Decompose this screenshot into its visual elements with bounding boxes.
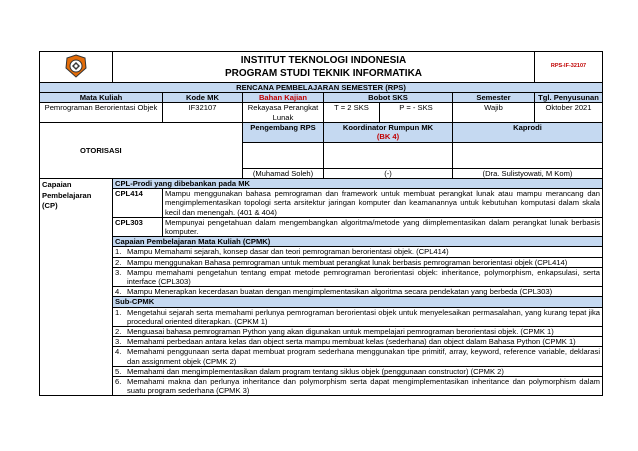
course-bahan-kajian: Rekayasa Perangkat Lunak xyxy=(243,103,324,122)
cp-label-line3: (CP) xyxy=(42,201,58,211)
subcpmk-heading: Sub-CPMK xyxy=(113,297,603,307)
koordinator-signature xyxy=(324,142,453,168)
doc-title: RENCANA PEMBELAJARAN SEMESTER (RPS) xyxy=(40,83,603,93)
course-sks-t: T = 2 SKS xyxy=(324,103,380,122)
subcpmk-item xyxy=(113,337,603,347)
cp-label-line1: Capaian xyxy=(42,180,72,190)
course-semester: Wajib xyxy=(453,103,535,122)
cpmk-item xyxy=(113,287,603,297)
pengembang-signature xyxy=(243,142,324,168)
subcpmk-item xyxy=(113,377,603,396)
subcpmk-text: Memahami makna dan perlunya inheritance dan polymorphism serta dapat mengimplementasikan inheritance dan polymorphism dalam suatu program sederhana (CPMK 3) xyxy=(127,377,600,396)
cpl-prodi-heading: CPL-Prodi yang dibebankan pada MK xyxy=(113,179,603,189)
koordinator-label-cell xyxy=(324,122,453,142)
cp-label-cell xyxy=(40,179,113,396)
koordinator-name: (-) xyxy=(324,168,453,178)
cp-label-line2: Pembelajaran xyxy=(42,190,92,200)
subcpmk-num: 4. xyxy=(115,347,122,357)
subcpmk-item xyxy=(113,327,603,337)
cpmk-item xyxy=(113,257,603,267)
institution-name: INSTITUT TEKNOLOGI INDONESIA xyxy=(240,55,407,66)
course-sks-p: P = - SKS xyxy=(380,103,453,122)
cpmk-heading: Capaian Pembelajaran Mata Kuliah (CPMK) xyxy=(113,237,603,247)
header-semester: Semester xyxy=(453,93,535,103)
subcpmk-num: 5. xyxy=(115,366,122,376)
cpmk-item xyxy=(113,247,603,257)
header-mata-kuliah: Mata Kuliah xyxy=(40,93,163,103)
header-tgl-penyusunan: Tgl. Penyusunan xyxy=(535,93,603,103)
doc-code: RPS-IF-32107 xyxy=(535,52,603,83)
subcpmk-text: Memahami dan mengimplementasikan dalam program tentang siklus objek (penggunaan constructor) (CPMK 2) xyxy=(127,366,504,376)
subcpmk-num: 1. xyxy=(115,307,122,317)
institution-logo-icon xyxy=(64,54,88,78)
cpl-text: Mampu menggunakan bahasa pemrograman dan framework untuk membuat perangkat lunak atau mampu merancang dan mengimplementasikan topologi serta arsitektur jaringan komputer dan keamanannya untuk kebutuhan komputasi dalam skala kecil dan menengah. (401 & 404) xyxy=(163,189,603,218)
kaprodi-label: Kaprodi xyxy=(453,122,603,142)
otorisasi-label: OTORISASI xyxy=(40,122,243,178)
cpmk-text: Mampu memahami pengetahun tentang empat metode pemrograman berorientasi objek: inheritance, polymorphism, enkapsulasi, serta interface (CPL303) xyxy=(127,267,600,287)
cpmk-item xyxy=(113,267,603,286)
pengembang-label: Pengembang RPS xyxy=(243,122,324,142)
pengembang-name: (Muhamad Soleh) xyxy=(243,168,324,178)
course-name: Pemrograman Berorientasi Objek xyxy=(40,103,163,122)
subcpmk-text: Mengetahui sejarah serta memahami perlunya pemrograman berorientasi objek untuk menyelesaikan permasalahan, yang kurang tepat jika procedural oriented diterapkan. (CPKM 1) xyxy=(127,307,600,326)
subcpmk-item xyxy=(113,347,603,366)
subcpmk-text: Menguasai bahasa pemrograman Python yang akan digunakan untuk mempelajari pemrograman berorientasi objek. (CPMK 1) xyxy=(127,327,554,337)
cpl-text: Mempunyai pengetahuan dalam mengembangkan algoritma/metode yang diimplementasikan dalam perangkat lunak berbasis komputer. xyxy=(163,217,603,236)
kaprodi-name: (Dra. Sulistyowati, M Kom) xyxy=(453,168,603,178)
subcpmk-num: 3. xyxy=(115,337,122,347)
course-code: IF32107 xyxy=(163,103,243,122)
cpmk-num: 1. xyxy=(115,247,122,257)
cpmk-num: 2. xyxy=(115,257,122,267)
course-date: Oktober 2021 xyxy=(535,103,603,122)
header-bahan-kajian: Bahan Kajian xyxy=(243,93,324,103)
cpmk-text: Mampu Memahami sejarah, konsep dasar dan teori pemrograman berorientasi objek. (CPL414) xyxy=(127,247,449,257)
subcpmk-num: 2. xyxy=(115,327,122,337)
subcpmk-text: Memahami perbedaan antara kelas dan object serta mampu membuat kelas (sederhana) dan object dalam Bahasa Python (CPMK 1) xyxy=(127,337,576,347)
subcpmk-item xyxy=(113,307,603,326)
koordinator-sub: (BK 4) xyxy=(376,132,400,142)
rps-table xyxy=(39,51,603,396)
cpl-code: CPL303 xyxy=(113,217,163,236)
header-kode-mk: Kode MK xyxy=(163,93,243,103)
title-cell xyxy=(113,52,535,83)
cpmk-num: 3. xyxy=(115,267,122,277)
cpmk-text: Mampu menggunakan Bahasa pemrograman untuk membuat perangkat lunak berbasis pemrograman berorientasi objek (CPL414) xyxy=(127,257,568,267)
cpmk-num: 4. xyxy=(115,287,122,297)
koordinator-label: Koordinator Rumpun MK xyxy=(342,122,434,132)
cpl-code: CPL414 xyxy=(113,189,163,218)
cpmk-text: Mampu Menerapkan kecerdasan buatan dengan mengimplementasikan algoritma secara pendekatan yang berbeda (CPL303) xyxy=(127,287,553,297)
subcpmk-item xyxy=(113,366,603,376)
subcpmk-text: Memahami penggunaan serta dapat membuat program sederhana menggunakan tipe primitif, array, keyword, reference variable, deklarasi dan assignment objek (CPMK 2) xyxy=(127,347,600,366)
subcpmk-num: 6. xyxy=(115,377,122,387)
header-bobot-sks: Bobot SKS xyxy=(324,93,453,103)
logo-cell xyxy=(40,52,113,83)
program-name: PROGRAM STUDI TEKNIK INFORMATIKA xyxy=(224,68,423,79)
kaprodi-signature xyxy=(453,142,603,168)
